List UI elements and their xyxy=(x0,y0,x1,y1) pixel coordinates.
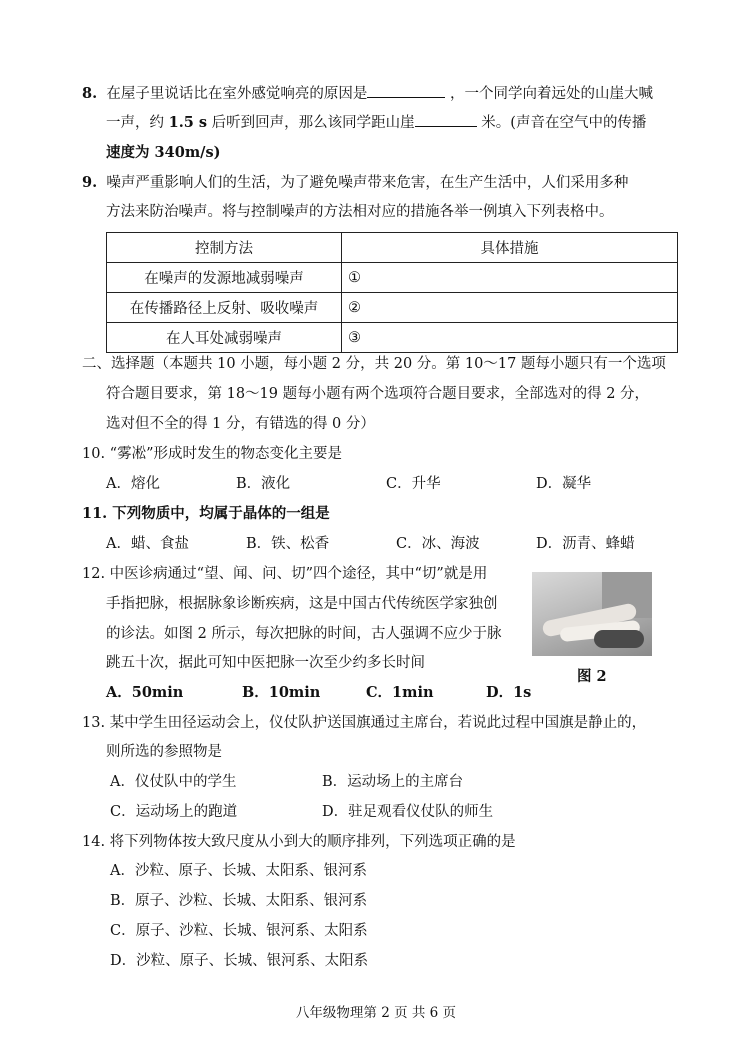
q13-option-d[interactable]: D．驻足观看仪仗队的师生 xyxy=(322,804,494,820)
q8-text2: ，一个同学向着远处的山崖大喊 xyxy=(449,86,653,102)
q10-stem: 10. “雾凇”形成时发生的物态变化主要是 xyxy=(82,446,342,462)
section2-line2: 符合题目要求，第 18～19 题每小题有两个选项符合题目要求，全部选对的得 2 分， xyxy=(106,386,650,402)
q9-line2: 方法来防治噪声。将与控制噪声的方法相对应的措施各举一例填入下列表格中。 xyxy=(106,204,614,220)
q13-option-a[interactable]: A．仪仗队中的学生 xyxy=(110,774,237,790)
q14-option-b[interactable]: B．原子、沙粒、长城、太阳系、银河系 xyxy=(110,893,368,909)
pulse-diagnosis-photo xyxy=(532,572,652,656)
q12-option-c[interactable]: C．1min xyxy=(366,684,434,701)
table-cell-measure[interactable]: ③ xyxy=(342,323,678,353)
table-cell-measure[interactable]: ② xyxy=(342,293,678,323)
q8-blank2[interactable] xyxy=(415,111,477,127)
page-footer: 八年级物理第 2 页 共 6 页 xyxy=(295,1005,457,1021)
q11-option-c[interactable]: C．冰、海波 xyxy=(396,536,480,552)
q13-option-b[interactable]: B．运动场上的主席台 xyxy=(322,774,464,790)
q11-option-a[interactable]: A．蜡、食盐 xyxy=(106,536,189,552)
q14-option-c[interactable]: C．原子、沙粒、长城、银河系、太阳系 xyxy=(110,923,368,939)
q8-number: 8. xyxy=(82,85,98,102)
q13-option-c[interactable]: C．运动场上的跑道 xyxy=(110,804,238,820)
q8-text4: 后听到回声，那么该同学距山崖 xyxy=(211,115,415,131)
table-cell-measure[interactable]: ① xyxy=(342,263,678,293)
q12-option-d[interactable]: D．1s xyxy=(486,684,532,701)
q13-line1: 13. 某中学生田径运动会上，仪仗队护送国旗通过主席台，若说此过程中国旗是静止的， xyxy=(82,715,647,731)
figure-caption: 图 2 xyxy=(577,668,607,685)
table-header-method: 控制方法 xyxy=(107,233,342,263)
q12-option-b[interactable]: B．10min xyxy=(242,684,321,701)
q8-text5: 米。(声音在空气中的传播 xyxy=(481,115,647,131)
q9-text1: 噪声严重影响人们的生活，为了避免噪声带来危害，在生产生活中，人们采用多种 xyxy=(106,175,629,191)
q11-option-d[interactable]: D．沥青、蜂蜡 xyxy=(536,536,635,552)
q11-stem: 11. 下列物质中，均属于晶体的一组是 xyxy=(82,505,330,522)
q14-stem: 14. 将下列物体按大致尺度从小到大的顺序排列，下列选项正确的是 xyxy=(82,834,516,850)
table-header-measure: 具体措施 xyxy=(342,233,678,263)
q10-option-b[interactable]: B．液化 xyxy=(236,476,291,492)
section2-line3: 选对但不全的得 1 分，有错选的得 0 分） xyxy=(106,416,375,432)
q12-line1: 12. 中医诊病通过“望、闻、问、切”四个途径，其中“切”就是用 xyxy=(82,566,488,582)
table-cell-method: 在人耳处减弱噪声 xyxy=(107,323,342,353)
q12-line2: 手指把脉，根据脉象诊断疾病，这是中国古代传统医学家独创 xyxy=(106,596,498,612)
q10-option-c[interactable]: C．升华 xyxy=(386,476,441,492)
section2-line1: 二、选择题（本题共 10 小题，每小题 2 分，共 20 分。第 10～17 题每小题只有一个选项 xyxy=(82,356,666,372)
q13-line2: 则所选的参照物是 xyxy=(106,744,222,760)
q8-line1 xyxy=(82,82,653,105)
figure-pulse-pillow-shape xyxy=(594,630,644,648)
table-row xyxy=(107,263,678,293)
table-cell-method: 在噪声的发源地减弱噪声 xyxy=(107,263,342,293)
q8-text3: 一声，约 xyxy=(106,115,164,131)
table-cell-method: 在传播路径上反射、吸收噪声 xyxy=(107,293,342,323)
q12-line4: 跳五十次，据此可知中医把脉一次至少约多长时间 xyxy=(106,655,425,671)
table-header-row xyxy=(107,233,678,263)
q14-option-d[interactable]: D．沙粒、原子、长城、银河系、太阳系 xyxy=(110,953,369,969)
q8-blank1[interactable] xyxy=(367,82,445,98)
q8-line2 xyxy=(106,111,646,134)
table-row xyxy=(107,293,678,323)
q8-line3: 速度为 340m/s) xyxy=(106,144,221,161)
q12-line3: 的诊法。如图 2 所示，每次把脉的时间，古人强调不应少于脉 xyxy=(106,626,502,642)
q10-option-a[interactable]: A．熔化 xyxy=(106,476,160,492)
q8-time: 1.5 s xyxy=(168,114,208,131)
noise-control-table xyxy=(106,232,678,353)
q10-option-d[interactable]: D．凝华 xyxy=(536,476,592,492)
q9-line1 xyxy=(82,172,628,194)
q8-text1: 在屋子里说话比在室外感觉响亮的原因是 xyxy=(106,86,368,102)
q11-option-b[interactable]: B．铁、松香 xyxy=(246,536,330,552)
q12-option-a[interactable]: A．50min xyxy=(106,684,184,701)
table-row xyxy=(107,323,678,353)
q9-number: 9. xyxy=(82,174,98,191)
q14-option-a[interactable]: A．沙粒、原子、长城、太阳系、银河系 xyxy=(110,863,367,879)
